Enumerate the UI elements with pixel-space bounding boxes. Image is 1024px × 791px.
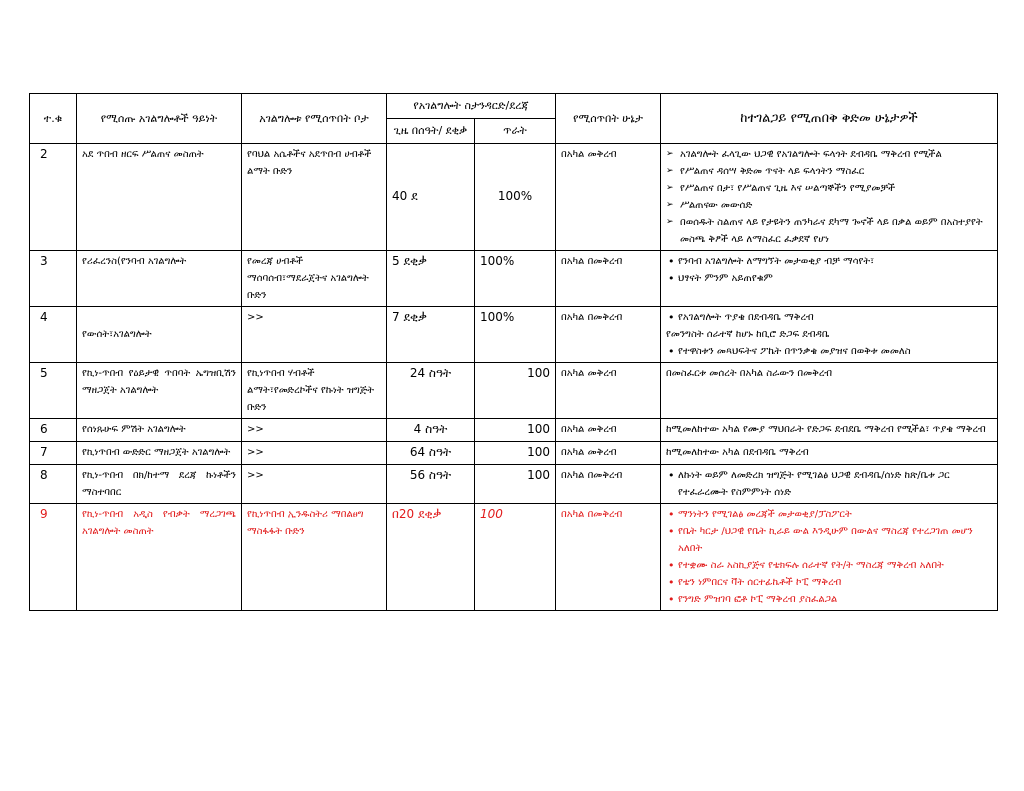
service-name: አደ ጥበብ ዘርፍ ሥልጠና መስጠት [77, 144, 242, 251]
service-quality [475, 144, 556, 251]
row-number: 3 [30, 251, 77, 307]
list-item: ➢ የሥልጠና ዳሰሣ ቅድመ ጥናት ላይ ፍላጎትን ማስፈር [666, 163, 992, 180]
service-time [387, 363, 475, 419]
service-name: የኪነ-ጥበብ አዲስ የብቃት ማረጋገጫ አገልግሎት መስጠት [77, 504, 242, 611]
service-time [387, 465, 475, 504]
table-row [30, 307, 998, 363]
row-number: 9 [30, 504, 77, 611]
prerequisite-note: የመንግስት ሰራተኛ ከሆኑ ከቢሮ ድጋፍ ደብዳቤ [666, 329, 830, 340]
list-item: • ለኩነት ወይም ለመድረክ ዝግጅት የሚገልፅ ህጋዊ ደብዳቤ/ሰነድ ከጽ/ቤቱ ጋር የተፈራረሙት የስምምነት ሰነድ [666, 467, 992, 501]
table-row [30, 419, 998, 442]
service-time [387, 442, 475, 465]
prerequisite-list [666, 146, 992, 248]
service-time-value: 24 ስዓት [409, 366, 452, 380]
delivery-status: በአካል መቅረብ [556, 419, 661, 442]
service-quality-value: 100% [480, 310, 515, 324]
service-quality [475, 251, 556, 307]
service-quality [475, 307, 556, 363]
prerequisites-cell [661, 307, 998, 363]
list-item: • የቤት ካርታ /ህጋዊ የቤት ኪራይ ውል እንዲሁም በውልና ማስረጃ የተረጋገጠ መሆን አለበት [666, 523, 992, 557]
row-number: 8 [30, 465, 77, 504]
service-time-value: 56 ስዓት [409, 468, 452, 482]
provider-unit: >> [242, 465, 387, 504]
row-number: 6 [30, 419, 77, 442]
header-row [30, 94, 998, 119]
service-name: የኪነጥበብ ውድድር ማዘጋጀት አገልግሎት [77, 442, 242, 465]
service-quality [475, 363, 556, 419]
list-item: ➢ የሥልጠና በታ፣ የሥልጠና ጊዜ እና ሠልጣኞችን የሚያመቻች [666, 180, 992, 197]
service-quality [475, 465, 556, 504]
service-time-value: 64 ስዓት [409, 445, 452, 459]
row-number: 4 [30, 307, 77, 363]
provider-unit: የባህል አሴቶችና አደጥበብ ሀብቶች ልማት ቡድን [242, 144, 387, 251]
col-prerequisites-header: ከተገልጋይ የሚጠበቅ ቅድመ ሁኔታዎች [661, 94, 998, 144]
col-quality-header: ጥራት [475, 119, 556, 144]
list-item: • ማንነትን የሚገልፅ መረጃች መታወቂያ/ፓስፖርት [666, 506, 992, 523]
delivery-status: በአካል በመቅረብ [556, 465, 661, 504]
col-delivery-status-header: የሚሰጥበት ሁኔታ [556, 94, 661, 144]
prerequisite-text: ከሚመለከተው አካል በደብዳቤ ማቅረብ [661, 442, 998, 465]
prerequisites-cell [661, 251, 998, 307]
delivery-status: በአካል መቅረብ [556, 363, 661, 419]
service-name: የውሰት፣አገልግሎት [77, 307, 242, 363]
prerequisite-list [666, 506, 992, 608]
table-row [30, 251, 998, 307]
prerequisites-cell [661, 144, 998, 251]
table-row [30, 363, 998, 419]
row-number: 7 [30, 442, 77, 465]
prerequisite-text: በመስፈርቱ መሰረት በአካል ስራውን በመቅረብ [661, 363, 998, 419]
service-name: የሪፈረንስ(የንባብ አገልግሎት [77, 251, 242, 307]
provider-unit: >> [242, 419, 387, 442]
service-name: የኪነ-ጥበብ የዕይታዊ ጥበባት ኤግዝቢሽን ማዘጋጀት አገልግሎት [77, 363, 242, 419]
row-number: 5 [30, 363, 77, 419]
table-row-highlighted [30, 504, 998, 611]
list-item: • የተቋሙ ስራ አስኪያጅና የቴክፍሉ ሰራተኛ የት/ት ማስረጃ ማቅረብ አለበት [666, 557, 992, 574]
service-time-value: በ20 ደቂቃ [392, 507, 442, 521]
list-item: • የተዋስቱን መጻህፍትና ፖኬት በጥንቃቄ መያዝና በወቅቱ መመለስ [666, 343, 992, 360]
list-item: • ህፃናት ምንም አይጠየቁም [666, 270, 992, 287]
service-time [387, 251, 475, 307]
col-standard-group-header: የአገልግሎት ስታንዳርድ/ደረጃ [387, 94, 556, 119]
list-item: • የአገልግሎት ጥያቄ በደብዳቤ ማቅረብ [666, 309, 992, 326]
delivery-status: በአካል መቅረብ [556, 144, 661, 251]
col-time-header: ጊዜ በሰዓት/ ደቂቃ [387, 119, 475, 144]
list-item: ➢ በወሰዱት ስልጠና ላይ የታዩትን ጠንካራና ደካማ ጐኖች ላይ በቃል ወይም በአስተያየት መስጫ ቅፆች ላይ ለማስፈር ፈቃደኛ የሆነ [666, 214, 992, 248]
service-quality-value: 100 [527, 445, 551, 459]
service-quality-value: 100% [497, 189, 533, 203]
service-quality-value: 100 [480, 507, 503, 521]
list-item: ➢ ሥልጠናው መውሰድ [666, 197, 992, 214]
list-item: ➢ አገልግሎት ፈላጊው ህጋዊ የአገልግሎት ፍላጎት ደብዳቤ ማቅረብ የሚችል [666, 146, 992, 163]
prerequisite-list [666, 343, 992, 360]
prerequisite-list [666, 309, 992, 326]
service-time [387, 419, 475, 442]
delivery-status: በአካል በመቅረብ [556, 504, 661, 611]
provider-unit: >> [242, 307, 387, 363]
service-time-value: 7 ደቂቃ [392, 310, 427, 324]
service-name: የኪነ-ጥበብ በክ/ከተማ ደረጃ ኩነቶችን ማስተባበር [77, 465, 242, 504]
col-service-type-header: የሚሰጡ አገልግሎቶች ዓይነት [77, 94, 242, 144]
service-quality-value: 100 [527, 422, 551, 436]
col-provider-unit-header: አገልግሎቱ የሚሰጥበት ቦታ [242, 94, 387, 144]
table-row [30, 465, 998, 504]
service-quality-value: 100 [527, 468, 551, 482]
prerequisites-cell [661, 465, 998, 504]
delivery-status: በአካል መቅረብ [556, 442, 661, 465]
service-time [387, 307, 475, 363]
service-name: የሰነጹሁፍ ምሽት አገልግሎት [77, 419, 242, 442]
row-number: 2 [30, 144, 77, 251]
col-no-header: ተ.ቁ [30, 94, 77, 144]
service-standard-table [29, 93, 998, 611]
service-time-value: 4 ስዓት [413, 422, 448, 436]
prerequisite-text: ከሚመለከተው አካል የሙያ ማህበራት የድጋፍ ደብደቤ ማቅረብ የሚችል፣ ጥያቄ ማቅረብ [661, 419, 998, 442]
provider-unit: የኪነጥበብ ኢንዱስትሪ ማበልፀግ ማስፋፋት ቡድን [242, 504, 387, 611]
table-row [30, 144, 998, 251]
list-item: • የንባብ አገልግሎት ለማግኘት መታወቂያ ብቻ ማሳየት፣ [666, 253, 992, 270]
list-item: • የንግድ ምዝገባ ፎቶ ኮፒ ማቅረብ ያስፈልጋል [666, 591, 992, 608]
delivery-status: በአካል በመቅረብ [556, 307, 661, 363]
provider-unit: የኪነጥበብ ሃብቶች ልማት፣የመድረኮችና የኩነት ዝግጅት ቡድን [242, 363, 387, 419]
prerequisites-cell [661, 504, 998, 611]
service-quality [475, 419, 556, 442]
service-quality-value: 100 [527, 366, 551, 380]
provider-unit: >> [242, 442, 387, 465]
service-quality [475, 442, 556, 465]
prerequisite-list [666, 467, 992, 501]
delivery-status: በአካል በመቅረብ [556, 251, 661, 307]
service-time [387, 144, 475, 251]
provider-unit: የመረጃ ሀብቶች ማሰባሰብ፣ማደራጀትና አገልግሎት ቡድን [242, 251, 387, 307]
service-time-value: 5 ደቂቃ [392, 254, 427, 268]
service-quality-value: 100% [480, 254, 515, 268]
prerequisite-list [666, 253, 992, 287]
service-time [387, 504, 475, 611]
table-row [30, 442, 998, 465]
service-time-value: 40 ደ [392, 189, 418, 203]
service-quality [475, 504, 556, 611]
list-item: • የቴን ነምበርና ቫት ሰርተፊኬቶች ኮፒ ማቅረብ [666, 574, 992, 591]
